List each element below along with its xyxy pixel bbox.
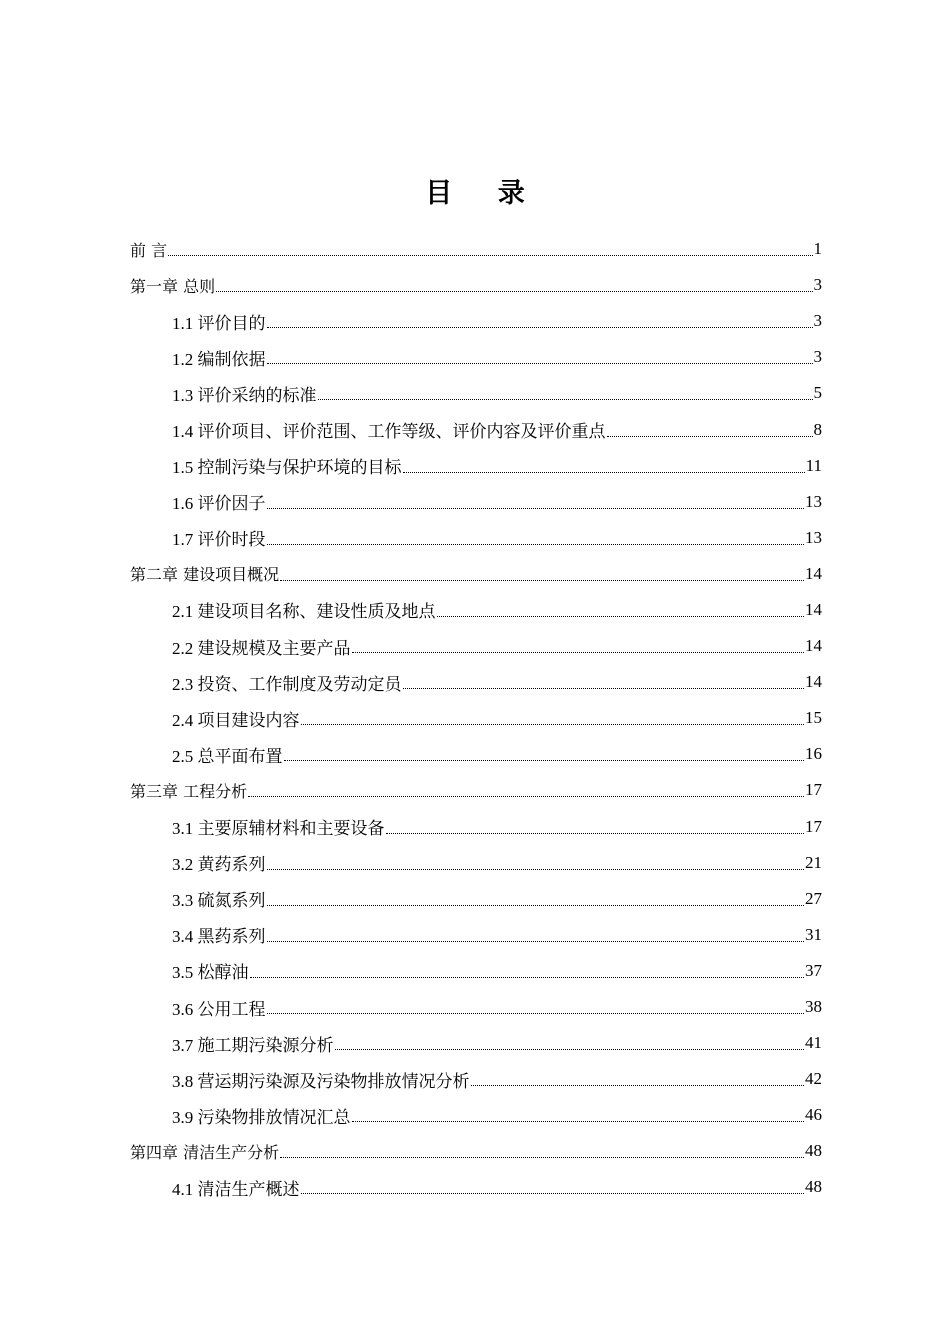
toc-entry-page-number: 17 bbox=[805, 780, 822, 800]
toc-dot-leader bbox=[216, 290, 812, 292]
toc-dot-leader bbox=[168, 254, 812, 256]
toc-entry[interactable] bbox=[130, 1025, 822, 1061]
toc-entry-label: 1.2 编制依据 bbox=[172, 349, 266, 369]
toc-entry-page-number: 3 bbox=[813, 311, 822, 331]
toc-entry-label: 3.8 营运期污染源及污染物排放情况分析 bbox=[172, 1071, 470, 1091]
toc-entry-page-number: 21 bbox=[805, 852, 822, 872]
toc-entry-page-number: 48 bbox=[805, 1177, 822, 1197]
toc-entry-page-number: 14 bbox=[805, 563, 822, 583]
toc-entry[interactable] bbox=[130, 809, 822, 845]
toc-entry-label: 3.7 施工期污染源分析 bbox=[172, 1035, 334, 1055]
toc-entry[interactable] bbox=[130, 303, 822, 339]
toc-entry-label: 1.7 评价时段 bbox=[172, 530, 266, 550]
toc-entry[interactable] bbox=[130, 953, 822, 989]
toc-entry-page-number: 48 bbox=[805, 1141, 822, 1161]
toc-dot-leader bbox=[335, 1048, 805, 1050]
toc-entry-page-number: 42 bbox=[805, 1069, 822, 1089]
toc-entry-label: 3.1 主要原辅材料和主要设备 bbox=[172, 819, 385, 839]
toc-entry[interactable] bbox=[130, 664, 822, 700]
toc-entry-label: 3.9 污染物排放情况汇总 bbox=[172, 1107, 351, 1127]
toc-entry-page-number: 17 bbox=[805, 816, 822, 836]
toc-entry[interactable] bbox=[130, 339, 822, 375]
toc-entry-label: 1.1 评价目的 bbox=[172, 313, 266, 333]
toc-entry-page-number: 8 bbox=[813, 419, 822, 439]
toc-entry[interactable] bbox=[130, 411, 822, 447]
toc-entry[interactable] bbox=[130, 1061, 822, 1097]
toc-dot-leader bbox=[267, 362, 813, 364]
toc-entry-page-number: 13 bbox=[805, 527, 822, 547]
toc-dot-leader bbox=[471, 1084, 805, 1086]
toc-dot-leader bbox=[301, 1192, 805, 1194]
toc-entry-label: 3.5 松醇油 bbox=[172, 963, 249, 983]
toc-dot-leader bbox=[352, 651, 805, 653]
toc-entry-label: 1.6 评价因子 bbox=[172, 494, 266, 514]
toc-entry-page-number: 3 bbox=[813, 275, 822, 295]
toc-entry-page-number: 16 bbox=[805, 744, 822, 764]
toc-entry[interactable] bbox=[130, 1169, 822, 1205]
toc-dot-leader bbox=[267, 507, 805, 509]
toc-title: 目 录 bbox=[425, 178, 543, 209]
toc-entry[interactable] bbox=[130, 700, 822, 736]
toc-entry-label: 2.5 总平面布置 bbox=[172, 746, 283, 766]
toc-entry-page-number: 14 bbox=[805, 599, 822, 619]
toc-entry-page-number: 13 bbox=[805, 491, 822, 511]
toc-entry-page-number: 5 bbox=[813, 383, 822, 403]
toc-entry-label: 3.6 公用工程 bbox=[172, 999, 266, 1019]
toc-dot-leader bbox=[267, 940, 805, 942]
toc-entry[interactable] bbox=[130, 375, 822, 411]
toc-entry-label: 前 言 bbox=[130, 240, 168, 260]
toc-entry[interactable] bbox=[130, 592, 822, 628]
toc-entry-label: 2.4 项目建设内容 bbox=[172, 710, 300, 730]
toc-entry-page-number: 14 bbox=[805, 636, 822, 656]
toc-entry[interactable] bbox=[130, 736, 822, 772]
toc-dot-leader bbox=[267, 1012, 805, 1014]
toc-entry-page-number: 41 bbox=[805, 1033, 822, 1053]
toc-dot-leader bbox=[318, 398, 813, 400]
toc-entry-page-number: 27 bbox=[805, 888, 822, 908]
toc-entry-page-number: 11 bbox=[805, 455, 822, 475]
toc-entry-page-number: 15 bbox=[805, 708, 822, 728]
toc-entry[interactable] bbox=[130, 845, 822, 881]
toc-entry[interactable] bbox=[130, 231, 822, 267]
toc-entry-label: 2.1 建设项目名称、建设性质及地点 bbox=[172, 602, 436, 622]
toc-entry-label: 第三章 工程分析 bbox=[130, 781, 248, 801]
toc-entry-label: 3.3 硫氮系列 bbox=[172, 891, 266, 911]
toc-list bbox=[130, 231, 822, 1206]
toc-entry[interactable] bbox=[130, 989, 822, 1025]
toc-dot-leader bbox=[403, 687, 805, 689]
toc-entry-page-number: 1 bbox=[813, 239, 822, 259]
toc-entry-page-number: 14 bbox=[805, 672, 822, 692]
toc-entry-label: 1.3 评价采纳的标准 bbox=[172, 385, 317, 405]
toc-entry[interactable] bbox=[130, 1133, 822, 1169]
toc-entry-label: 第四章 清洁生产分析 bbox=[130, 1142, 280, 1162]
toc-entry[interactable] bbox=[130, 556, 822, 592]
toc-dot-leader bbox=[352, 1120, 805, 1122]
toc-dot-leader bbox=[284, 759, 805, 761]
toc-entry-label: 1.5 控制污染与保护环境的目标 bbox=[172, 458, 402, 478]
toc-dot-leader bbox=[267, 326, 813, 328]
toc-entry[interactable] bbox=[130, 484, 822, 520]
toc-entry[interactable] bbox=[130, 772, 822, 808]
toc-dot-leader bbox=[267, 868, 805, 870]
toc-dot-leader bbox=[437, 615, 805, 617]
toc-dot-leader bbox=[607, 435, 813, 437]
toc-entry-page-number: 37 bbox=[805, 960, 822, 980]
toc-dot-leader bbox=[301, 723, 805, 725]
toc-entry-label: 1.4 评价项目、评价范围、工作等级、评价内容及评价重点 bbox=[172, 422, 606, 442]
toc-dot-leader bbox=[267, 904, 805, 906]
toc-entry-label: 第一章 总则 bbox=[130, 276, 216, 296]
toc-entry-label: 2.3 投资、工作制度及劳动定员 bbox=[172, 674, 402, 694]
toc-entry-page-number: 46 bbox=[805, 1105, 822, 1125]
toc-entry-label: 3.4 黑药系列 bbox=[172, 927, 266, 947]
toc-entry[interactable] bbox=[130, 881, 822, 917]
toc-entry[interactable] bbox=[130, 267, 822, 303]
toc-entry[interactable] bbox=[130, 917, 822, 953]
toc-entry-label: 4.1 清洁生产概述 bbox=[172, 1179, 300, 1199]
toc-entry[interactable] bbox=[130, 448, 822, 484]
toc-dot-leader bbox=[267, 543, 805, 545]
toc-entry-label: 第二章 建设项目概况 bbox=[130, 565, 280, 585]
toc-entry[interactable] bbox=[130, 628, 822, 664]
toc-dot-leader bbox=[280, 579, 804, 581]
toc-entry[interactable] bbox=[130, 1097, 822, 1133]
toc-entry-page-number: 38 bbox=[805, 997, 822, 1017]
toc-dot-leader bbox=[280, 1156, 804, 1158]
toc-entry-page-number: 3 bbox=[813, 347, 822, 367]
toc-entry-label: 3.2 黄药系列 bbox=[172, 855, 266, 875]
toc-entry-page-number: 31 bbox=[805, 924, 822, 944]
toc-entry-label: 2.2 建设规模及主要产品 bbox=[172, 638, 351, 658]
toc-dot-leader bbox=[248, 795, 804, 797]
toc-dot-leader bbox=[250, 976, 805, 978]
toc-dot-leader bbox=[403, 471, 805, 473]
toc-entry[interactable] bbox=[130, 520, 822, 556]
toc-dot-leader bbox=[386, 832, 805, 834]
